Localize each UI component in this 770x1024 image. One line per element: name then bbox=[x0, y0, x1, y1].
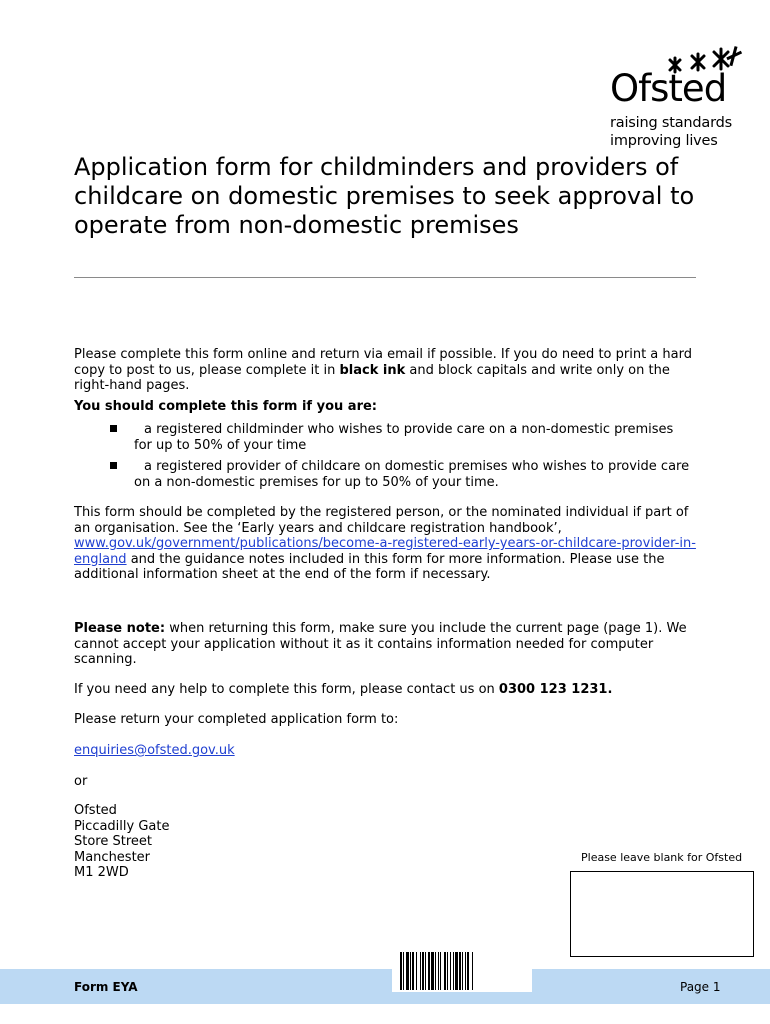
barcode-bar bbox=[400, 952, 402, 990]
ofsted-logo bbox=[606, 44, 756, 154]
bullet-item bbox=[134, 459, 694, 490]
help-paragraph bbox=[74, 682, 704, 698]
barcode-bar bbox=[431, 952, 434, 990]
barcode-bar bbox=[447, 952, 448, 990]
barcode-bar bbox=[435, 952, 436, 990]
barcode-bar bbox=[422, 952, 424, 990]
intro-text-b: and block capitals and write only on the right-hand pages. bbox=[74, 362, 670, 393]
email-link[interactable]: enquiries@ofsted.gov.uk bbox=[74, 743, 235, 758]
barcode-bar bbox=[403, 952, 404, 990]
help-phone: 0300 123 1231. bbox=[498, 682, 613, 697]
logo-word: Ofsted bbox=[610, 67, 727, 110]
barcode-icon bbox=[400, 952, 526, 990]
barcode-bar bbox=[440, 952, 441, 990]
barcode-bar bbox=[462, 952, 463, 990]
office-use-label: Please leave blank for Ofsted bbox=[581, 851, 743, 864]
barcode-bar bbox=[455, 952, 458, 990]
barcode-bar bbox=[467, 952, 469, 990]
page-number: Page 1 bbox=[680, 980, 721, 994]
bullet-item-text: a registered provider of childcare on domestic premises who wishes to provide care on a non-domestic premises for up to 50% of your time. bbox=[134, 459, 690, 490]
intro-paragraph bbox=[74, 347, 704, 394]
please-note-text: when returning this form, make sure you include the current page (page 1). We cannot accept your application without it as it contains information needed for computer scanning. bbox=[74, 621, 687, 667]
bullet-marker bbox=[110, 425, 117, 432]
logo-tagline-line1: raising standards bbox=[610, 115, 732, 131]
barcode-bar bbox=[459, 952, 461, 990]
intro-text-bold: black ink bbox=[339, 362, 406, 378]
form-label: Form EYA bbox=[74, 980, 138, 994]
title-divider bbox=[74, 277, 696, 278]
address-line: M1 2WD bbox=[74, 865, 129, 880]
address-line: Piccadilly Gate bbox=[74, 818, 170, 834]
or-text: or bbox=[74, 774, 88, 789]
office-use-box bbox=[570, 871, 754, 957]
return-instructions: Please return your completed application form to: bbox=[74, 712, 399, 727]
intro-text-a: Please complete this form online and return via email if possible. If you do need to print a hard copy to post to us, please complete it in bbox=[74, 347, 692, 378]
barcode-bar bbox=[453, 952, 454, 990]
barcode-bar bbox=[438, 952, 439, 990]
eligibility-heading: You should complete this form if you are: bbox=[74, 399, 377, 414]
completion-paragraph bbox=[74, 505, 704, 583]
bullet-item bbox=[134, 422, 694, 453]
barcode-bar bbox=[410, 952, 411, 990]
address-line: Store Street bbox=[74, 834, 152, 849]
address-line: Manchester bbox=[74, 849, 151, 865]
bullet-item-text: a registered childminder who wishes to provide care on a non-domestic premises for up to 50% of your time bbox=[134, 422, 674, 453]
barcode-bar bbox=[416, 952, 417, 990]
bullet-marker bbox=[110, 462, 117, 469]
please-note-paragraph bbox=[74, 621, 704, 668]
address-line: Ofsted bbox=[74, 803, 117, 818]
completion-text-a: This form should be completed by the registered person, or the nominated individual if part of an organisation. See the ‘Early years and childcare registration handbook’, bbox=[74, 505, 689, 536]
postal-address bbox=[74, 803, 704, 881]
barcode-bar bbox=[412, 952, 414, 990]
barcode-bar bbox=[450, 952, 451, 990]
completion-text-b: and the guidance notes included in this form for more information. Please use the additional information sheet at the end of the form if necessary. bbox=[74, 551, 665, 582]
help-text: If you need any help to complete this form, please contact us on bbox=[74, 682, 499, 697]
barcode-bar bbox=[444, 952, 446, 990]
handbook-link[interactable]: www.gov.uk/government/publications/become-a-registered-early-years-or-childcare-provider-in-england bbox=[74, 536, 696, 567]
logo-tagline-line2: improving lives bbox=[610, 133, 718, 149]
barcode-bar bbox=[428, 952, 430, 990]
barcode-bar bbox=[420, 952, 421, 990]
email-paragraph bbox=[74, 743, 704, 759]
barcode-bar bbox=[406, 952, 409, 990]
barcode-bar bbox=[425, 952, 426, 990]
page-title: Application form for childminders and providers of childcare on domestic premises to seek approval to operate from non-domestic premises bbox=[74, 153, 695, 239]
barcode-bar bbox=[465, 952, 466, 990]
barcode-bar bbox=[472, 952, 473, 990]
please-note-label: Please note: bbox=[74, 621, 166, 636]
